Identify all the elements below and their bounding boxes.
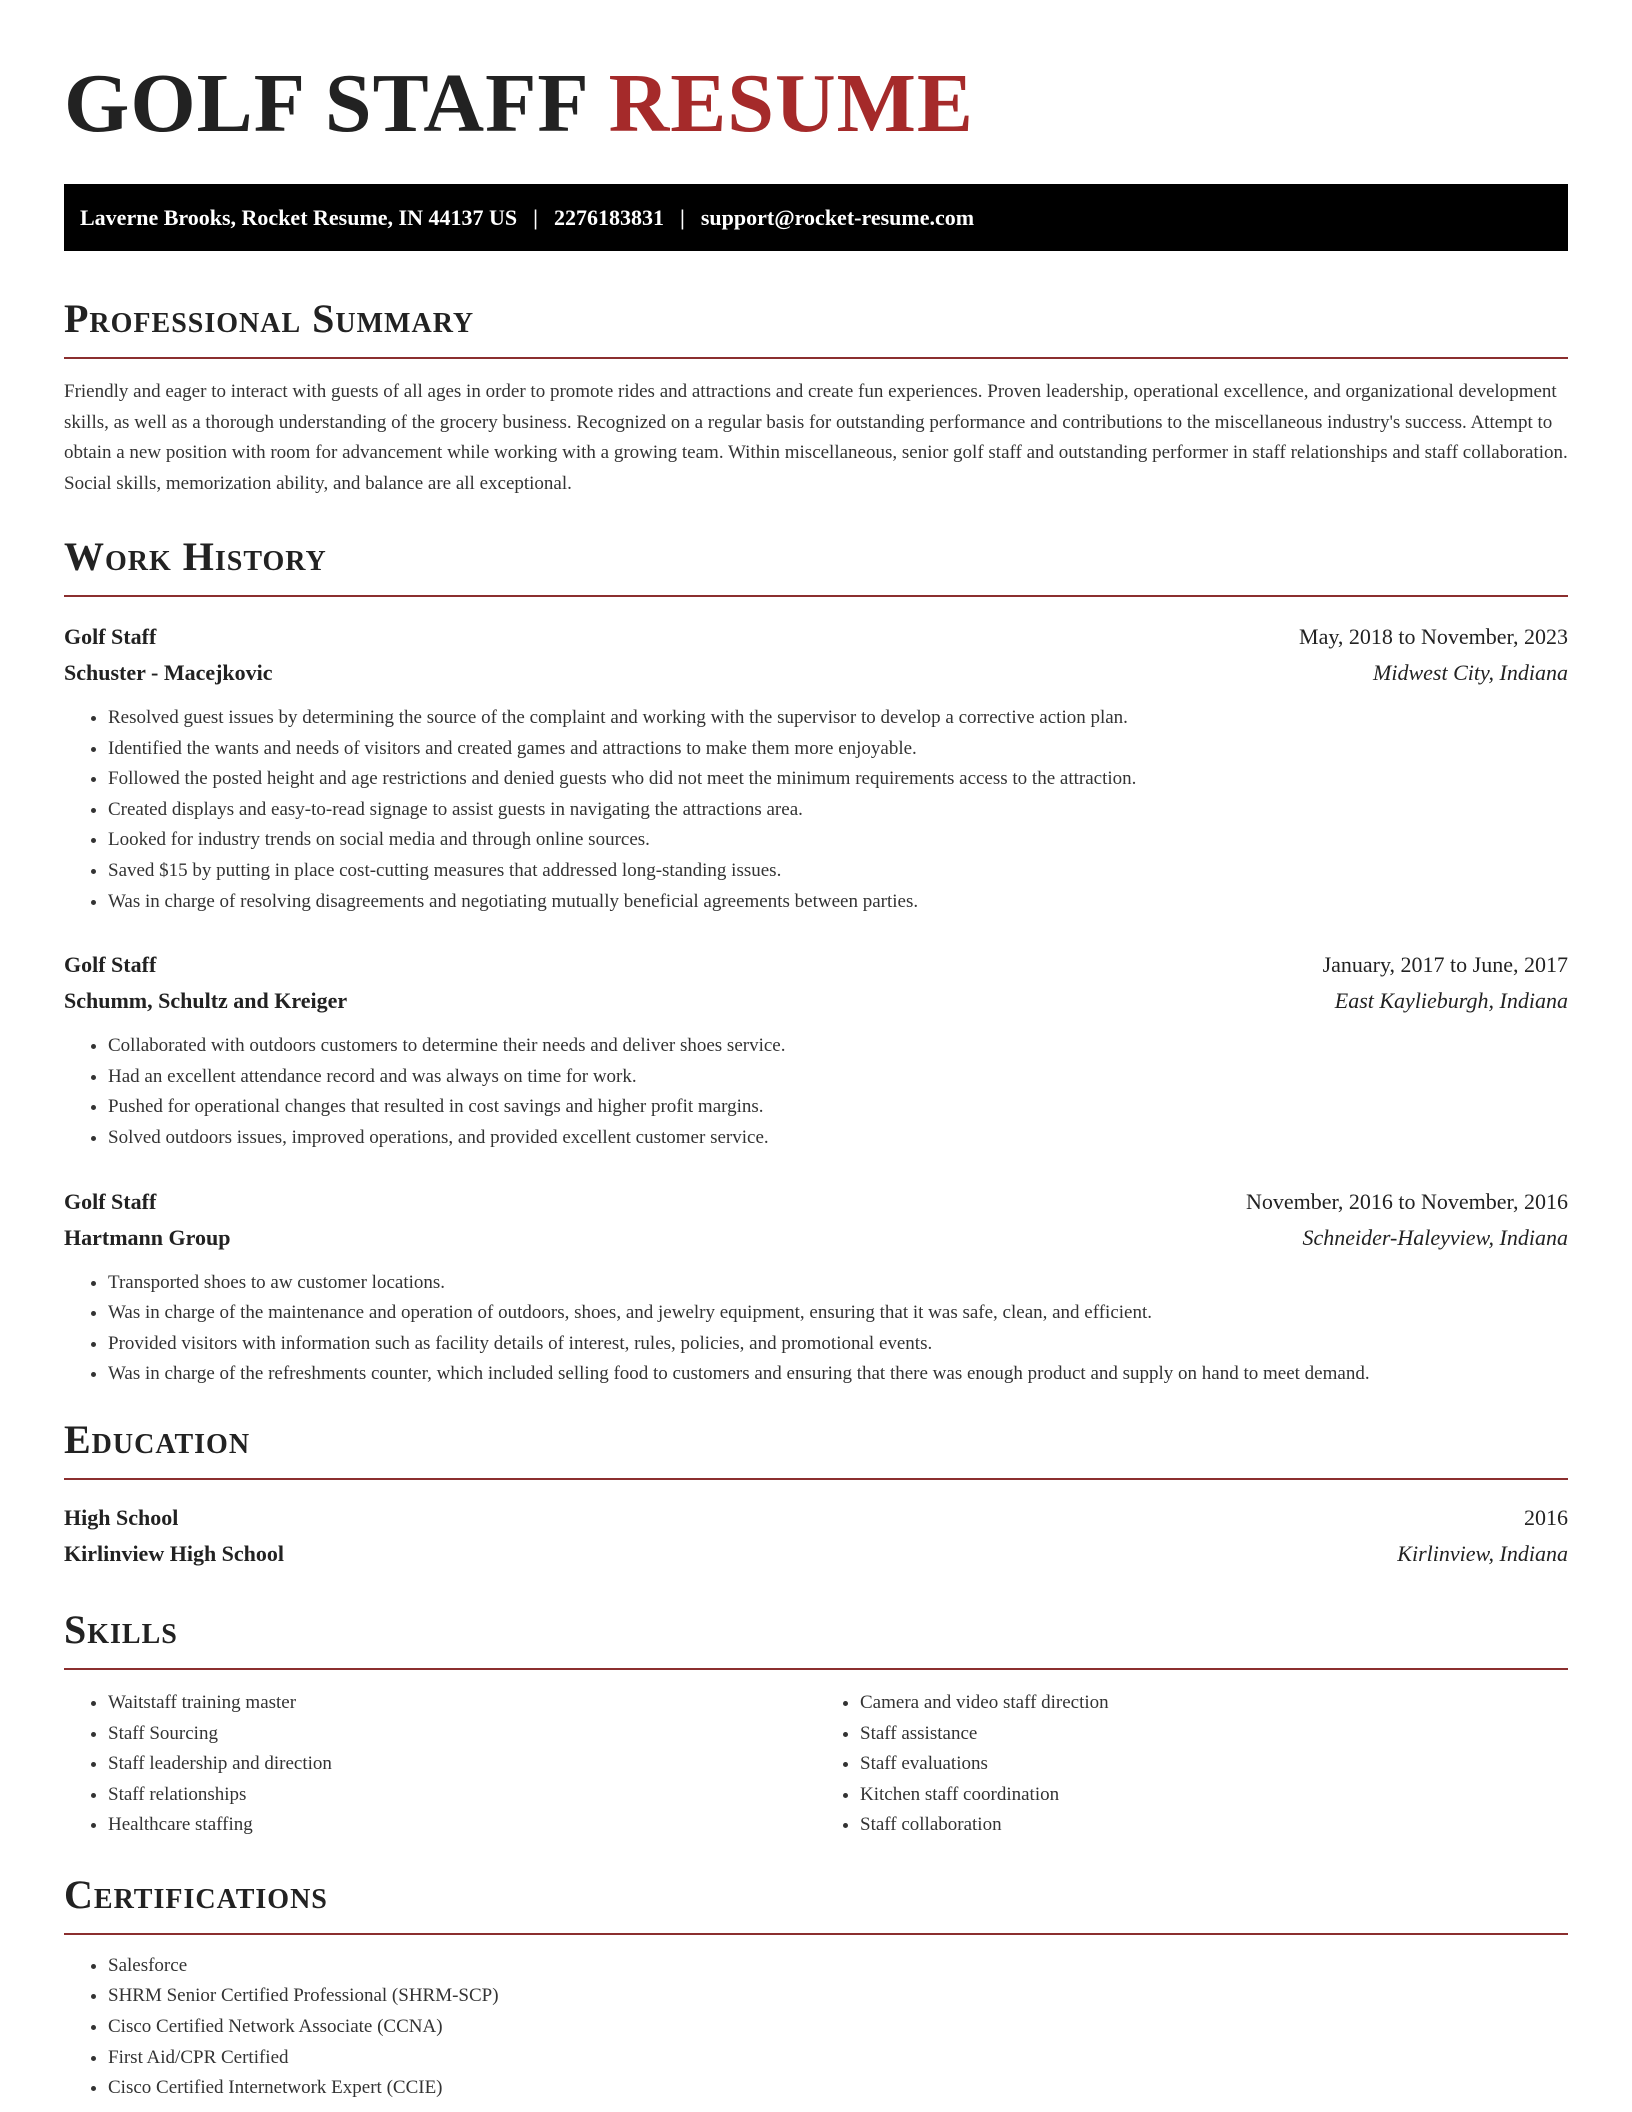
list-item: • Was in charge of the refreshments counter, which included selling food to customers and ensuring that there was enough product and supply on hand to meet demand. [108,1359,1568,1390]
education-year: 2016 [1524,1504,1568,1530]
education-entry [64,1500,1568,1572]
skills-list-left [64,1688,816,1841]
list-item: • Solved outdoors issues, improved operations, and provided excellent customer service. [108,1123,1568,1154]
list-item: • Healthcare staffing [108,1810,816,1841]
job-location: East Kaylieburgh, Indiana [1334,988,1568,1014]
list-item: • Staff leadership and direction [108,1749,816,1780]
section-divider [64,1933,1568,1935]
skills-list-right [816,1688,1568,1841]
education-header-row [64,1500,1568,1536]
contact-email: support@rocket-resume.com [700,204,975,230]
job-title: Golf Staff [64,624,157,649]
job-header-row [64,619,1568,655]
education-section [64,1416,1568,1572]
job-company-row [64,655,1568,691]
list-item: • Had an excellent attendance record and was always on time for work. [108,1062,1568,1093]
list-item: • Staff collaboration [860,1810,1568,1841]
job-entry [64,1184,1568,1390]
section-heading: Education [64,1416,251,1462]
list-item: • Provided visitors with information such as facility details of interest, rules, policies, and promotional events. [108,1329,1568,1360]
contact-separator: | [680,204,685,230]
list-item: • Pushed for operational changes that resulted in cost savings and higher profit margins. [108,1092,1568,1123]
job-header-row [64,1184,1568,1220]
job-dates: November, 2016 to November, 2016 [1245,1188,1568,1214]
job-company: Schumm, Schultz and Kreiger [64,988,348,1014]
list-item: • Camera and video staff direction [860,1688,1568,1719]
list-item: • Cisco Certified Network Associate (CCNA) [108,2012,1568,2043]
job-location: Midwest City, Indiana [1373,660,1568,685]
resume-title [64,0,1568,150]
education-degree: High School [64,1504,179,1530]
list-item: • Transported shoes to aw customer locations. [108,1268,1568,1299]
job-company-row [64,983,1568,1019]
job-bullets [64,703,1568,917]
job-company: Schuster - Macejkovic [64,660,273,685]
contact-address: Laverne Brooks, Rocket Resume, IN 44137 US [80,204,518,230]
education-school-row [64,1536,1568,1572]
list-item: • Saved $15 by putting in place cost-cutting measures that addressed long-standing issues. [108,856,1568,887]
list-item: • First Aid/CPR Certified [108,2043,1568,2074]
job-header-row [64,947,1568,983]
list-item: • Was in charge of resolving disagreements and negotiating mutually beneficial agreements between parties. [108,887,1568,918]
job-dates: May, 2018 to November, 2023 [1299,624,1568,649]
job-bullets [64,1031,1568,1153]
certifications-section [64,1871,1568,2104]
job-location: Schneider-Haleyview, Indiana [1302,1224,1568,1250]
list-item: • SHRM Senior Certified Professional (SHRM-SCP) [108,1981,1568,2012]
work-history-section [64,533,1568,1390]
education-location: Kirlinview, Indiana [1397,1540,1568,1566]
section-heading: Certifications [64,1871,328,1917]
list-item: • Staff Sourcing [108,1719,816,1750]
list-item: • Staff assistance [860,1719,1568,1750]
list-item: • Followed the posted height and age restrictions and denied guests who did not meet the minimum requirements access to the attraction. [108,764,1568,795]
section-divider [64,595,1568,597]
list-item: • Collaborated with outdoors customers to determine their needs and deliver shoes service. [108,1031,1568,1062]
list-item: • Staff relationships [108,1780,816,1811]
job-dates: January, 2017 to June, 2017 [1322,952,1568,978]
job-bullets [64,1268,1568,1390]
list-item: • Waitstaff training master [108,1688,816,1719]
list-item: • Cisco Certified Internetwork Expert (CCIE) [108,2073,1568,2104]
job-company-row [64,1220,1568,1256]
section-heading: Skills [64,1606,178,1652]
contact-separator: | [533,204,538,230]
job-entry [64,619,1568,917]
job-title: Golf Staff [64,1188,157,1214]
list-item: • Kitchen staff coordination [860,1780,1568,1811]
job-entry [64,947,1568,1153]
section-heading: Professional Summary [64,296,475,341]
list-item: • Was in charge of the maintenance and operation of outdoors, shoes, and jewelry equipment, ensuring that it was safe, clean, and efficient. [108,1298,1568,1329]
skills-section [64,1606,1568,1841]
education-school: Kirlinview High School [64,1540,285,1566]
section-divider [64,1668,1568,1670]
job-company: Hartmann Group [64,1224,231,1250]
section-heading: Work History [64,534,327,579]
job-title: Golf Staff [64,952,157,978]
list-item: • Salesforce [108,1951,1568,1982]
section-divider [64,1478,1568,1480]
title-main: GOLF STAFF [64,57,587,150]
title-accent: RESUME [608,57,974,150]
contact-bar [64,184,1568,251]
list-item: • Staff evaluations [860,1749,1568,1780]
section-divider [64,357,1568,359]
certifications-list [64,1951,1568,2104]
summary-text: Friendly and eager to interact with guests of all ages in order to promote rides and attractions and create fun experiences. Proven leadership, operational excellence, and organizational development skills, as well as a thorough understanding of the grocery business. Recognized on a regular basis for outstanding performance and contributions to the miscellaneous industry's success. Attempt to obtain a new position with room for advancement while working with a growing team. Within miscellaneous, senior golf staff and outstanding performer in staff relationships and staff collaboration. Social skills, memorization ability, and balance are all exceptional. [64,381,1568,494]
list-item: • Resolved guest issues by determining the source of the complaint and working with the supervisor to develop a corrective action plan. [108,703,1568,734]
skills-columns [64,1688,1568,1841]
list-item: • Looked for industry trends on social media and through online sources. [108,825,1568,856]
list-item: • Created displays and easy-to-read signage to assist guests in navigating the attractions area. [108,795,1568,826]
summary-section [64,295,1568,499]
list-item: • Identified the wants and needs of visitors and created games and attractions to make them more enjoyable. [108,734,1568,765]
contact-phone: 2276183831 [554,204,664,230]
